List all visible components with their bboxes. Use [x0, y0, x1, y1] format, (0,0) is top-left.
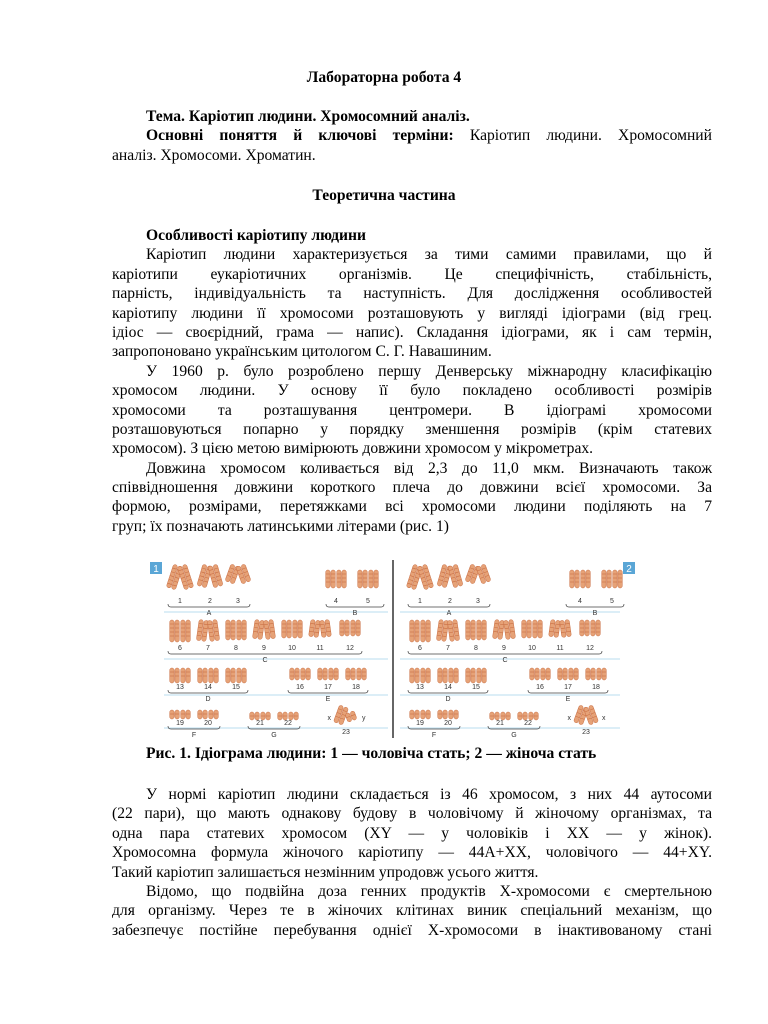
chromosome: [209, 710, 219, 719]
chromosome: [583, 705, 598, 725]
chromatid: [558, 668, 562, 680]
chromosome: [569, 668, 579, 680]
chromosome: [207, 619, 219, 641]
chromosome: [351, 620, 361, 636]
chromosome-number-label: 6: [418, 645, 422, 652]
chromatid: [298, 620, 302, 638]
chromosome: [613, 570, 623, 588]
p4-line: У нормі каріотип людини складається із 46 хромосом, з них 44 аутосоми: [146, 786, 712, 803]
chromatid: [597, 668, 601, 680]
chromosome: [250, 712, 260, 720]
chromosome-number-label: 12: [586, 645, 594, 652]
chromatid: [231, 620, 235, 640]
chromatid: [471, 620, 475, 640]
chromosome-number-label: 1: [178, 598, 182, 605]
concepts-text-1: Каріотип людини. Хромосомний: [469, 127, 712, 145]
chromatid: [326, 570, 330, 588]
chromatid: [530, 668, 534, 680]
chromosome: [181, 668, 191, 683]
chromosome-number-label: 11: [556, 645, 564, 652]
chromatid: [214, 710, 218, 719]
p3-line: груп; їх позначають латинськими літерами (рис. 1): [112, 517, 449, 535]
chromosome-number-label: 3: [476, 598, 480, 605]
chromatid: [438, 668, 442, 683]
chromatid: [186, 710, 190, 719]
group-letter-label: F: [431, 732, 437, 739]
chromosome: [208, 564, 223, 588]
chromatid: [546, 668, 550, 680]
chromatid: [449, 668, 453, 683]
chromosome: [597, 668, 607, 680]
chromatid: [237, 620, 241, 640]
chromatid: [426, 620, 430, 642]
group-letter-label: B: [592, 610, 598, 617]
chromatid: [175, 710, 179, 719]
chromosome-number-label: 23: [342, 729, 350, 736]
chromosome: [602, 570, 612, 588]
chromosome-number-label: 11: [316, 645, 324, 652]
group-letter-label: A: [446, 610, 452, 617]
chromosome-number-label: 19: [416, 720, 424, 727]
chromosome: [448, 564, 463, 588]
chromosome: [447, 619, 459, 641]
chromosome: [558, 668, 568, 680]
chromosome-labels: [168, 598, 624, 739]
chromatid: [374, 570, 378, 588]
chromatid: [426, 710, 430, 719]
chromatid: [421, 668, 425, 683]
chromosome-number-label: 5: [610, 598, 614, 605]
chromatid: [318, 668, 322, 680]
chromosome-number-label: 21: [496, 720, 504, 727]
chromosome: [278, 712, 288, 720]
chromosome: [301, 668, 311, 680]
chromatid: [613, 570, 617, 588]
chromatid: [186, 620, 190, 642]
chromosome-number-label: 21: [256, 720, 264, 727]
chromosome: [340, 620, 350, 636]
chromosome: [181, 620, 191, 642]
chromatid: [198, 710, 202, 719]
chromosome: [170, 668, 180, 683]
section-block: [112, 226, 712, 536]
chromosome: [170, 710, 180, 719]
chromatid: [421, 710, 425, 719]
chromosome-number-label: 9: [502, 645, 506, 652]
topic-block: [112, 107, 712, 165]
concepts-line-1: [112, 126, 712, 145]
chromatid: [357, 668, 361, 680]
chromosome: [357, 668, 367, 680]
chromosome-number-label: 2: [448, 598, 452, 605]
chromosome: [522, 620, 532, 638]
chromosome: [438, 710, 448, 719]
chromosome-number-label: 12: [346, 645, 354, 652]
chromosome-number-label: 22: [284, 720, 292, 727]
chromatid: [203, 710, 207, 719]
group-bracket: [566, 604, 624, 607]
chromosome: [477, 668, 487, 683]
chromosome: [196, 619, 208, 641]
chromatid: [477, 668, 481, 683]
chromosome-number-label: 4: [334, 598, 338, 605]
p1-line: Каріотип людини характеризується за тими самими правилами, що й: [146, 246, 712, 264]
chromosome-number-label: x: [327, 715, 331, 722]
chromatid: [331, 570, 335, 588]
chromatid: [301, 668, 305, 680]
chromosome: [293, 620, 303, 638]
chromatid: [591, 668, 595, 680]
chromosome-number-label: y: [362, 715, 366, 722]
group-letter-label: G: [271, 732, 277, 739]
chromatid: [329, 668, 333, 680]
p1-line: каріотипи еукаріотичних організмів. Це специфічність, стабільність,: [112, 265, 712, 283]
karyotype-idiogram: [150, 560, 635, 740]
panel-1-label: 1: [153, 564, 159, 575]
chromosome: [449, 710, 459, 719]
chromatid: [426, 668, 430, 683]
p4-line: Такий каріотип залишається незмінним упродовж усього життя.: [112, 863, 539, 881]
chromatid: [569, 668, 573, 680]
chromatid: [293, 620, 297, 638]
chromosome: [337, 570, 347, 588]
chromatid: [454, 710, 458, 719]
chromosome-number-label: 14: [444, 684, 452, 691]
chromatid: [581, 570, 585, 588]
group-letter-label: C: [262, 657, 268, 664]
chromosome-number-label: 17: [324, 684, 332, 691]
chromosome: [346, 668, 356, 680]
chromatid: [170, 668, 174, 683]
group-letter-label: G: [511, 732, 517, 739]
chromatid: [346, 668, 350, 680]
chromosome: [358, 570, 368, 588]
chromosome: [421, 668, 431, 683]
chromosome: [436, 619, 448, 641]
p1-line: каріотипу людини її хромосоми розташовують у вигляді ідіограми (від грец.: [112, 304, 712, 322]
chromosome: [530, 668, 540, 680]
chromatid: [535, 668, 539, 680]
chromosome-number-label: 15: [472, 684, 480, 691]
chromatid: [209, 668, 213, 683]
chromatid: [482, 668, 486, 683]
chromatid: [443, 710, 447, 719]
chromatid: [306, 668, 310, 680]
chromatid: [363, 570, 367, 588]
chromosome-number-label: 22: [524, 720, 532, 727]
panel-2-label: 2: [626, 564, 632, 575]
chromosome-number-label: 6: [178, 645, 182, 652]
chromosome-number-label: 1: [418, 598, 422, 605]
chromosome: [421, 710, 431, 719]
p3-line: формою, розмірами, перетяжками всі хромосоми людини поділяють на 7: [112, 498, 712, 516]
chromosome: [529, 712, 539, 720]
chromosome: [170, 620, 180, 642]
chromosome: [282, 620, 292, 638]
chromosome: [198, 668, 208, 683]
chromatid: [618, 570, 622, 588]
chromosome: [309, 619, 321, 637]
group-letter-label: A: [206, 610, 212, 617]
lab-title: Лабораторна робота 4: [306, 69, 462, 86]
p5-line: для організму. Через те в жіночих клітинах виник спеціальний механізм, що: [112, 902, 712, 920]
chromatid: [242, 668, 246, 683]
chromosome: [410, 620, 420, 642]
chromatid: [181, 668, 185, 683]
chromosome: [421, 620, 431, 642]
chromosome-number-label: 14: [204, 684, 212, 691]
chromosome: [477, 620, 487, 640]
group-letter-label: B: [352, 610, 358, 617]
chromatid: [214, 668, 218, 683]
chromatid: [203, 668, 207, 683]
chromosome: [181, 710, 191, 719]
chromatid: [574, 668, 578, 680]
chromatid: [337, 570, 341, 588]
chromosome: [410, 710, 420, 719]
chromosome: [289, 712, 299, 720]
chromatid: [175, 620, 179, 642]
chromatid: [226, 620, 230, 640]
chromatid: [198, 668, 202, 683]
chromosome-number-label: 20: [204, 720, 212, 727]
chromatid: [181, 710, 185, 719]
chromatid: [449, 710, 453, 719]
p2-line: хромосом людини. У основу її було покладено особливості розмірів: [112, 382, 712, 400]
chromatid: [323, 668, 327, 680]
chromatid: [410, 668, 414, 683]
chromatid: [369, 570, 373, 588]
chromosome-number-label: 20: [444, 720, 452, 727]
chromosome: [237, 668, 247, 683]
chromosome-number-label: 18: [352, 684, 360, 691]
chromosome: [570, 570, 580, 588]
figure-caption: Рис. 1. Ідіограма людини: 1 — чоловіча стать; 2 — жіноча стать: [146, 745, 597, 762]
chromosome: [501, 712, 511, 720]
theory-title: Теоретична частина: [312, 187, 456, 204]
chromatid: [415, 710, 419, 719]
chromosome-number-label: 13: [416, 684, 424, 691]
chromatid: [410, 710, 414, 719]
chromosome-number-label: x: [567, 715, 571, 722]
chromosome-number-label: 16: [296, 684, 304, 691]
chromosome: [261, 712, 271, 720]
p4-line: одна пара статевих хромосом (XY — у чоловіків і XX — у жінок).: [112, 824, 712, 842]
chromatid: [351, 668, 355, 680]
p5-line: забезпечує постійне перебування однієї X-хромосоми в інактивованому стані: [112, 921, 712, 939]
chromosome: [226, 668, 236, 683]
chromatid: [415, 620, 419, 642]
chromatid: [586, 570, 590, 588]
chromosome: [410, 668, 420, 683]
chromosome: [326, 570, 336, 588]
chromosome: [226, 620, 236, 640]
chromosome: [438, 668, 448, 683]
p2-line: хромосом). З цією метою вимірюють довжини хромосом у мікрометрах.: [112, 440, 594, 458]
chromatid: [466, 620, 470, 640]
chromosome: [252, 619, 264, 639]
chromatid: [477, 620, 481, 640]
after-figure-block: [112, 785, 712, 940]
chromosome-number-label: 18: [592, 684, 600, 691]
chromosome: [237, 620, 247, 640]
chromosome: [586, 668, 596, 680]
chromosome-number-label: 13: [176, 684, 184, 691]
chromosome: [263, 619, 275, 639]
chromatid: [415, 668, 419, 683]
chromosome-number-label: 8: [474, 645, 478, 652]
p1-line: ідіос — своєрідний, грама — напис). Складання ідіограми, як і сам термін,: [112, 323, 712, 341]
chromatid: [466, 668, 470, 683]
chromatid: [602, 570, 606, 588]
chromosome-number-label: 3: [236, 598, 240, 605]
chromatid: [586, 668, 590, 680]
chromatid: [471, 668, 475, 683]
chromatid: [231, 668, 235, 683]
chromatid: [175, 668, 179, 683]
chromatid: [421, 620, 425, 642]
group-letter-label: D: [205, 696, 211, 703]
chromosome: [209, 668, 219, 683]
chromosome: [290, 668, 300, 680]
chromatid: [362, 668, 366, 680]
chromosome: [449, 668, 459, 683]
group-letter-label: E: [325, 696, 331, 703]
chromosome: [466, 668, 476, 683]
p4-line: Хромосомна формула жіночого каріотипу — 44A+XX, чоловічого — 44+XY.: [112, 844, 712, 862]
chromatid: [563, 668, 567, 680]
chromatid: [575, 570, 579, 588]
group-letter-label: D: [445, 696, 451, 703]
chromatid: [410, 620, 414, 642]
chromatid: [522, 620, 526, 638]
chromosome: [580, 620, 590, 636]
chromatid: [170, 710, 174, 719]
chromosome: [492, 619, 504, 639]
concepts-line-2: аналіз. Хромосоми. Хроматин.: [112, 146, 316, 164]
chromosome: [549, 619, 561, 637]
chromosome: [318, 668, 328, 680]
p5-line: Відомо, що подвійна доза генних продуктів X-хромосоми є смертельною: [146, 882, 712, 900]
chromosome-number-label: 10: [288, 645, 296, 652]
chromosome: [560, 619, 572, 637]
chromosome: [541, 668, 551, 680]
chromatid: [438, 710, 442, 719]
chromatid: [282, 620, 286, 638]
chromosome-number-label: 7: [206, 645, 210, 652]
chromatid: [454, 668, 458, 683]
chromatid: [181, 620, 185, 642]
p2-line: хромосоми та розташування центромери. В ідіограмі хромосоми: [112, 401, 712, 419]
p4-line: (22 пари), що мають однакову будову в чоловічому й жіночому організмах, та: [112, 805, 712, 823]
concepts-label: Основні поняття й ключові терміни:: [146, 127, 454, 145]
chromatid: [602, 668, 606, 680]
chromatid: [482, 620, 486, 640]
chromatid: [334, 668, 338, 680]
chromatid: [607, 570, 611, 588]
chromosome: [320, 619, 332, 637]
chromatid: [237, 668, 241, 683]
chromosome-number-label: 16: [536, 684, 544, 691]
chromatid: [290, 668, 294, 680]
chromosome-number-label: 15: [232, 684, 240, 691]
chromosome-number-label: 23: [582, 729, 590, 736]
p1-line: парність, індивідуальність та наступність. Для дослідження особливостей: [112, 285, 712, 303]
group-letter-label: C: [502, 657, 508, 664]
chromosome: [503, 619, 515, 639]
group-letter-label: E: [565, 696, 571, 703]
chromatid: [541, 668, 545, 680]
chromosome-number-label: 7: [446, 645, 450, 652]
p3-line: Довжина хромосом коливається від 2,3 до 11,0 мкм. Визначають також: [146, 459, 712, 477]
chromosome-number-label: 17: [564, 684, 572, 691]
chromosome: [466, 620, 476, 640]
chromosome: [329, 668, 339, 680]
topic-line: Тема. Каріотип людини. Хромосомний аналіз.: [146, 108, 470, 125]
group-letter-label: F: [191, 732, 197, 739]
chromatid: [242, 620, 246, 640]
chromosome: [518, 712, 528, 720]
chromatid: [533, 620, 537, 638]
chromosome: [591, 620, 601, 636]
chromatid: [527, 620, 531, 638]
chromosome: [533, 620, 543, 638]
chromatid: [209, 710, 213, 719]
chromosome-number-label: 5: [366, 598, 370, 605]
chromosome: [236, 564, 251, 584]
chromatid: [186, 668, 190, 683]
chromosome-number-label: 19: [176, 720, 184, 727]
chromatid: [570, 570, 574, 588]
chromatid: [538, 620, 542, 638]
p3-line: співвідношення довжини короткого плеча до довжини всієї хромосоми. За: [112, 479, 712, 497]
p2-line: розташовуються попарно у порядку зменшення розмірів (крім статевих: [112, 420, 712, 438]
chromosome-number-label: x: [602, 715, 606, 722]
p2-line: У 1960 р. було розроблено першу Денверську міжнародну класифікацію: [146, 362, 712, 380]
section-title: Особливості каріотипу людини: [146, 227, 366, 244]
chromosome: [581, 570, 591, 588]
chromatid: [226, 668, 230, 683]
chromosome-number-label: 2: [208, 598, 212, 605]
p1-line: запропоновано українським цитологом С. Г. Навашиним.: [112, 343, 492, 361]
chromatid: [443, 668, 447, 683]
chromosome-number-label: 10: [528, 645, 536, 652]
chromatid: [170, 620, 174, 642]
chromosome: [369, 570, 379, 588]
chromatid: [295, 668, 299, 680]
chromosome-number-label: 4: [578, 598, 582, 605]
chromosome-number-label: 8: [234, 645, 238, 652]
chromosome-number-label: 9: [262, 645, 266, 652]
chromatid: [342, 570, 346, 588]
chromatid: [287, 620, 291, 638]
chromosome: [198, 710, 208, 719]
chromosome: [476, 564, 491, 584]
chromosome: [490, 712, 500, 720]
chromatid: [358, 570, 362, 588]
